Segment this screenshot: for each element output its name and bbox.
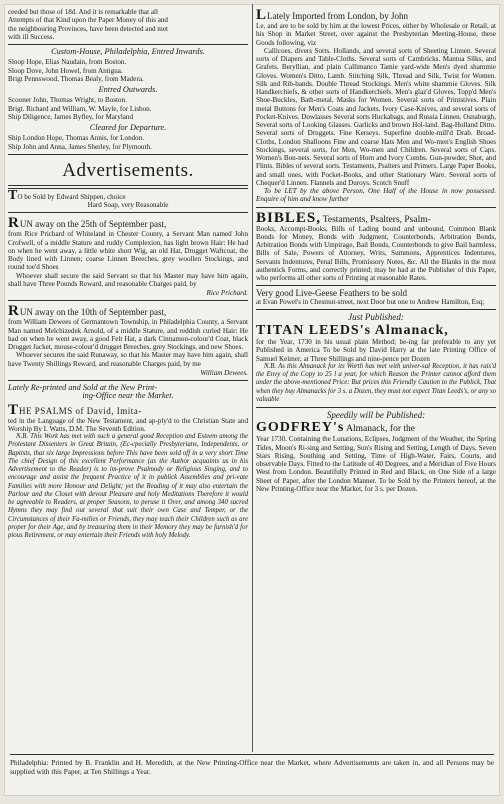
rule: [8, 44, 248, 45]
entred-outwards-header: Entred Outwards.: [98, 85, 158, 94]
runaway1-body: from Rice Prichard of Whiteland in Chester County, a Servant Man named John Crofwell, of a middle Stature and ruddy Complexion, has light brown Hair: He had on when he went away, a little white short Wig, an old Hat, Drugget Waftcoat, the Body lined with Linnen; coarse Linnen Breeches, grey woollen Stockings, and round toe'd Shoes: [8, 230, 248, 272]
custom-house-header: Custom-House, Philadelphia, Entred Inwards.: [51, 47, 205, 56]
drop-cap: T: [8, 401, 20, 418]
imported-body: Le, and are to be sold by him at the lowest Prices, either by Wholesale or Retail, at his Shop in Market Street, over against the Presbyterian Meeting-House, these Goods following, viz: [256, 22, 496, 47]
rule: [8, 212, 248, 213]
psalms-title: THE PSALMS of David, Imita-: [8, 401, 142, 418]
runaway1-lead: RUN away on the 25th of September past,: [8, 215, 167, 232]
runaway1-reward: Whoever shall secure the said Servant so that his Master may have him again, shall have Three Pounds Reward, and reasonable Charges paid, by: [8, 271, 248, 288]
drop-cap: L: [256, 8, 268, 23]
drop-cap: R: [8, 215, 20, 232]
ship-entry: Ship Diligence, James Byfley, for Maryland: [8, 112, 134, 121]
rule: [256, 285, 496, 286]
rule: [8, 380, 248, 381]
cleared-header: Cleared for Departure.: [89, 123, 167, 132]
rule: [8, 154, 248, 155]
imprint-footer: Philadelphia: Printed by B. Franklin and H. Meredith, at the New Printing-Office near the Market, where Advertisements are taken in, and all Persons may be supplied with this Paper, at Ten Shillings a Year.: [10, 754, 494, 790]
godfrey-title: GODFREY's Almanack, for the: [256, 420, 415, 436]
rule: [256, 407, 496, 408]
drop-cap: T: [8, 187, 18, 203]
drop-cap: R: [8, 303, 20, 320]
column-divider: [252, 4, 253, 752]
runaway2-signature: William Dewees.: [200, 368, 248, 377]
ship-entry: Ship London Hope, Thomas Annis, for London.: [8, 134, 145, 143]
runaway1-signature: Rice Prichard.: [206, 289, 248, 297]
right-column: [256, 8, 496, 752]
psalms-body: ted in the Language of the New Testament, and ap-ply'd to the Christian State and Worship By I. Watts, D.M. The Seventh Edition.: [8, 416, 248, 433]
ship-entry: Brigt. Richard and William, W. Mayle, for Lisbon.: [8, 104, 152, 113]
bibles-body: Books, Accompt-Books, Bills of Lading bound and unbound, Common Blank Bonds for Money, Bonds with Judgment, Counterbonds, Arbitration Bonds, Arbitration Bonds with Umpirage, Bail Bonds, Counterbonds to give Bail harmless, Bills of Sale, Powers of Attorney, Writs, Summons, Apprentices Indentures, Servants Indentures, Penal Bills, Promissory Notes, &c. All the Blanks in the most authentick Forms, and correctly printed; may be had at the Publisher of this Paper, who performs all other sorts of Printing at reasonable Rates.: [256, 224, 496, 282]
rule: [256, 309, 496, 310]
runaway2-reward: Whoever secures the said Runaway, so that his Master may have him again, shall have Twenty Shillings Reward, and reasonable Charges paid, by me: [8, 351, 248, 368]
titan-title: TITAN LEEDS's Almanack,: [256, 323, 449, 338]
ship-entry: Brigt Pennswood, Thomas Bealy, from Madera.: [8, 74, 144, 83]
feathers-lead: Very good Live-Geese Feathers to be sold: [256, 288, 407, 299]
double-rule: [8, 185, 248, 189]
bibles-lead: BIBLES, Testaments, Psalters, Psalm-: [256, 209, 431, 226]
rule: [256, 207, 496, 208]
just-published: Just Published:: [348, 311, 404, 322]
reprinted-line2: ing-Office near the Market.: [82, 391, 174, 401]
speedily-published: Speedily will be Published:: [326, 410, 426, 420]
intro-line: the neighbouring Provinces, have been detected and met: [8, 24, 168, 33]
bibles-word: BIBLES,: [256, 209, 321, 226]
reprinted-line1: Lately Re-printed and Sold at the New Print-: [8, 383, 158, 392]
shippen-ad: TO be Sold by Edward Shippen, choice: [8, 187, 126, 203]
advertisements-heading: Advertisements.: [62, 159, 194, 181]
feathers-body: at Evan Powel's in Chestnut-street, next Door but one to Andrew Hamilton, Esq;: [256, 297, 485, 306]
runaway2-lead: RUN away on the 10th of September past,: [8, 303, 167, 320]
rule: [8, 300, 248, 301]
titan-nb: N.B. As this Almanack for its Worth has met with univer-sal Reception, it has rais'd the Envy of the Copy to 25 l a year, for which Reason the Printer cannot afford them under the above-mentioned Price: But prices this Friendly Caution to the Publick, That when they buy Almanacks for 3 s. a Dozen, they must not expect Titan Leeds's, or any so valuable: [256, 362, 496, 403]
psalms-nb: N.B. This Work has met with such a general good Reception and Esteem among the Protestant Dissenters in Great Britain, (Ec-cpecially Presbyterians, Independents, or Baptists, that six large Impressions before This have been sold off in a very short Time The chief Design of this excellent Performance (as the Author acquaints us in his Advertisement to the Reader) is to im-prove Psalmody or Religious Singing, and to encourage and assist the frequent Practice of it in publick Assemblies and pri-vate Families with more Honour and Delight; yet the Reading of it may also entertain the Parlour and the Closet with devout Pleasure and holy Meditations Therefore it would be agreeable to Readers, at proper Seasons, to peruse it Over, and among 340 sacred Hymns they may find out several that suit their own Case and Temper, or the Circumstances of their Fa-milies or Friends, they may teach their Children such as are proper for their Age, and by treasuring them in their Memory they may be furnish'd for pious Retirement, or may entertain their Friends with holy Melody.: [8, 433, 248, 539]
runaway2-body: from William Dewees of Germantown Township, in Philadelphia County, a Servant Man named Melchizedek Arnold, of a middle Stature, and reddish curled Hair: He had on when he went away, a good Felt Hat, a dark Cinnamon-colour'd Coat, black Drugget Jacket, mouse-colour'd drugget Breeches, grey Stockings, and new Shoes.: [8, 318, 248, 351]
ship-entry: Sloop Dove, John Howel, from Antigua.: [8, 66, 123, 75]
shippen-ad-line2: Hard Soap, very Reasonable: [87, 201, 169, 209]
titan-body: for the Year, 1730 in his usual plain Method; be-ing far preferable to any yet Published in America To be Sold by David Harry at the late Printing Office of Samuel Keimer, at Three Shillings and nine-pence per Dozen: [256, 338, 496, 363]
ship-entry: Scooner John, Thomas Wright, to Boston.: [8, 96, 127, 105]
newspaper-page: [4, 4, 500, 796]
intro-line: Attempts of that Kind upon the Paper Money of this and: [8, 16, 168, 25]
intro-line: ceeded but those of 18d. And it is remarkable that all: [8, 8, 158, 16]
imported-lead: LLately Imported from London, by John: [256, 8, 408, 23]
ship-entry: Ship John and Anna, James Sherley, for Plymouth.: [8, 142, 152, 151]
ship-entry: Sloop Hope, Elias Naudain, from Boston.: [8, 58, 127, 67]
goods-list: Callicoes, divers Sorts. Hollands, and several sorts of Sheeting Linnen. Several sorts of Diapers and Table-Cloths. Several sorts of Cambricks. Mantua Silks, and Grafets. Beryllian, and plain Callimanco Tamie yard-wide Men's dyed shammie Gloves. Women's Ditto, Lamb. Stitching Silk, Thread and Silk, Twist for Women. Silk and Rib-bands. Double Thread Stockings. Men's white shammie Gloves. Silk Handkerchiefs, & other sorts of Handkerchiefs. Men's glaz'd Gloves, Topp'd Men's Shoe-Buckles, Bath-metal. Masks for Women. Several sorts of Printstives. Plain metal Buttons for Men's Coats and Jackets. Ivory Case-Knives, and several sorts of Pocket-Knives. Dowlasses Several sorts Huckabags, and Russia Linnen. Osnaburgh, Several sorts of Looking Glasses. Garlicks and brown Hol-land. Bag-Holland Ditto. Several sorts of Druggets. Fine Kerseys. Superfine double-mill'd Drab. Broad-Cloths, London Shalloons Fine and coarse Hats Men and Wo-men's English Shoes Stockings, several sorts, for Men, Wo-men and Children. Several sorts of Caps. Women's Bon-nets. Several sorts of Horn and Ivory Combs. Gun-powder, Shot, and Flints. Bibles of several sorts. Testaments, Psalters and Primers. Large Paper Books, and small ones, with Pocket-Books, and other Stationary Ware. Several sorts of Chequer'd Linnen. Flannels and Duroys. Scotch Snuff: [256, 46, 496, 187]
intro-paragraph: [8, 8, 248, 41]
godfrey-body: Year 1730. Containing the Lunations, Eclipses, Judgment of the Weather, the Spring Tides, Moon's Ri-sing and Setting, Sun's Rising and Setting, Length of Days, Seven Stars Rising, Southing and Setting, Time of High-Water, Fairs, Courts, and observable Days. Fitted to the Latitude of 40 Degrees, and a Meridian of Five Hours West from London. Beautifully Printed in Red and Black, on One Side of a large Sheet of Paper, after the London Manner. To be Sold by the Printers hereof, at the New Printing-Office near the Market, for 3 s. per Dozen.: [256, 435, 496, 493]
house-to-let: To be LET by the above Person, One Half of the House in now possessed. Enquire of him and know further: [256, 187, 496, 204]
intro-line: with ill Success.: [8, 32, 55, 41]
left-column: [8, 8, 248, 752]
